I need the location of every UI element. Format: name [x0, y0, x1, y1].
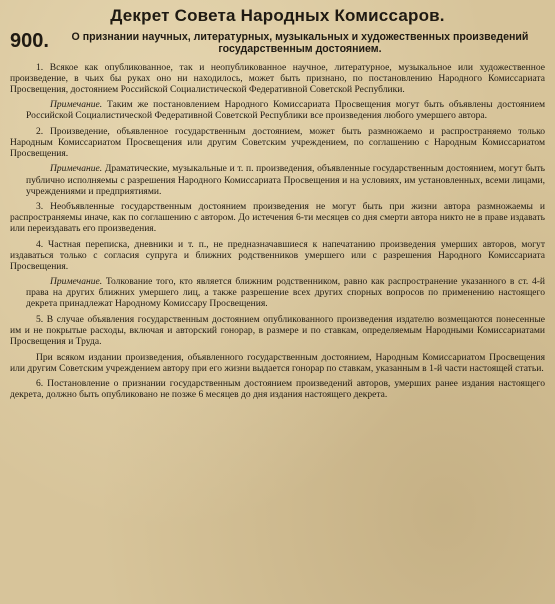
article-5: 5. В случае объявления государственным достоянием опубликованного произведения издателю возмещаются понесенные им и не покрытые расходы, включая и авторский гонорар, в размере и по ставкам, определяемым Народными Комиссариатами Просвещения и Труда.: [10, 314, 545, 348]
document-title: Декрет Совета Народных Комиссаров.: [110, 6, 445, 25]
note-label: Примечание.: [50, 163, 103, 175]
article-4: 4. Частная переписка, дневники и т. п., не предназначавшиеся к напечатанию произведения умерших авторов, могут издаваться только с согласия супруга и ближних родственников умершего или с разрешения Народного Комиссариата Просвещения.: [10, 238, 545, 272]
note-text: Драматические, музыкальные и т. п. произведения, объявленные государственным достоянием, могут быть публично исполняемы с разрешения Народного Комиссариата Просвещения и на условиях, им установленных, всеми лицами, учреждениями и предприятиями.: [26, 163, 545, 197]
decree-number: 900.: [10, 30, 49, 52]
note-label: Примечание.: [50, 276, 103, 288]
note-label: Примечание.: [50, 99, 103, 111]
decree-headline: О признании научных, литературных, музыкальных и художественных произведений государственным достоянием.: [71, 31, 529, 56]
article-5-part-2: При всяком издании произведения, объявленного государственным достоянием, Народным Комиссариатом Просвещения или другим Советским учреждением автору при его жизни выдается гонорар по ставкам, указанным в 1-й части настоящей статьи.: [10, 351, 545, 374]
article-1: 1. Всякое как опубликованное, так и неопубликованное научное, литературное, музыкальное или художественное произведение, в чьих бы руках оно ни находилось, может быть признано, по постановлению Народного Комиссариата Просвещения, достоянием Российской Социалистической Федеративной Советской Республики.: [10, 61, 545, 95]
note-text: Толкование того, кто является ближним родственником, равно как распространение указанного в ст. 4-й права на других ближних умершего лиц, а также разрешение всех других спорных вопросов по применению настоящего декрета принадлежат Народному Комиссару Просвещения.: [26, 276, 546, 310]
note-text: Таким же постановлением Народного Комиссариата Просвещения могут быть объявлены достоянием Российской Социалистической Федеративной Советской Республики все произведения любого умершего автора.: [26, 99, 546, 122]
article-6: 6. Постановление о признании государственным достоянием произведений авторов, умерших ранее издания настоящего декрета, должно быть опубликовано не позже 6 месяцев до дня издания настоящего декрета.: [10, 378, 545, 401]
decree-heading: [10, 31, 545, 56]
article-1-note: [26, 99, 545, 121]
article-3: 3. Необъявленные государственным достоянием произведения не могут быть при жизни автора размножаемы и распространяемы иначе, как по соглашению с автором. До истечения 6-ти месяцев со дня смерти автора никто не в праве издавать или переиздавать его произведения.: [10, 201, 545, 235]
article-2: 2. Произведение, объявленное государственным достоянием, может быть размножаемо и распространяемо только Народным Комиссариатом Просвещения или другим Советским учреждением, по соглашению с Народным Комиссариатом Просвещения.: [10, 125, 545, 159]
article-4-note: [26, 276, 545, 309]
article-2-note: [26, 163, 545, 196]
